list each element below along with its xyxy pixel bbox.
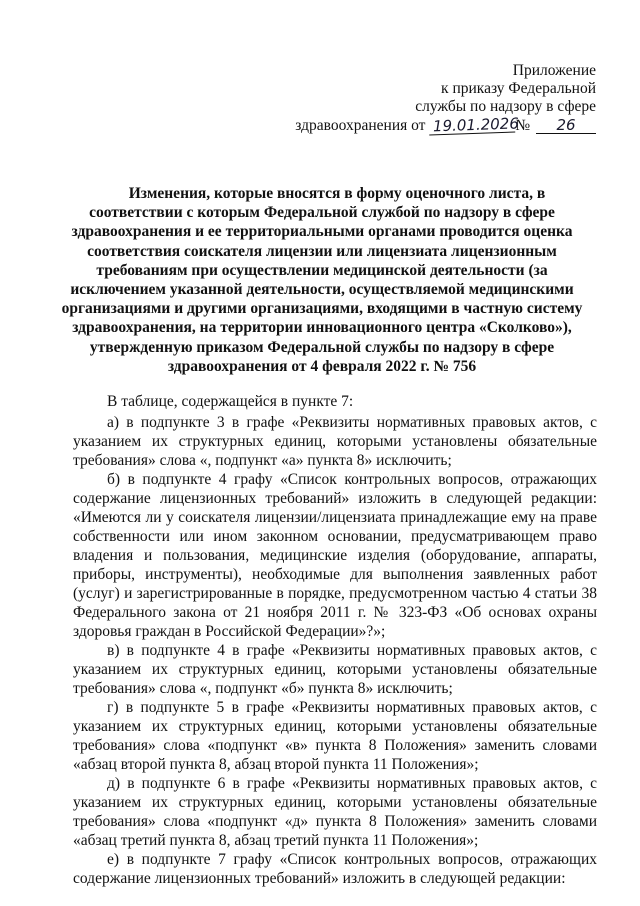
- title-line: требованиям при осуществлении медицинской деятельности (за: [96, 261, 548, 279]
- header-line-1: Приложение: [512, 62, 596, 79]
- handwritten-date: 19.01.2026: [429, 116, 516, 135]
- title-line: здравоохранения и ее территориальными органами проводится оценка: [71, 223, 573, 241]
- body-item-e: е) в подпункте 7 графу «Список контрольных вопросов, отражающих содержание лицензионных требований» изложить в следующей редакции:: [73, 851, 597, 887]
- title-line: утвержденную приказом Федеральной службы по надзору в сфере: [89, 338, 555, 356]
- title-line: здравоохранения от 4 февраля 2022 г. № 756: [167, 357, 477, 375]
- body-item-d: д) в подпункте 6 в графе «Реквизиты нормативных правовых актов, с указанием их структурных единиц, которыми установлены обязательные требования» слова «подпункт «д» пункта 8 Положения» заменить словами «абзац третий пункта 8, абзац третий пункта 11 Положения»;: [73, 775, 597, 849]
- appendix-header: [266, 62, 596, 135]
- header-line-2: к приказу Федеральной: [441, 80, 596, 98]
- title-line: Изменения, которые вносятся в форму оценочного листа, в: [128, 185, 546, 202]
- body-item-g: г) в подпункте 5 в графе «Реквизиты нормативных правовых актов, с указанием их структурных единиц, которыми установлены обязательные требования» слова «подпункт «в» пункта 8 Положения» заменить словами «абзац второй пункта 8, абзац второй пункта 11 Положения»;: [73, 699, 597, 773]
- header-date-line: [295, 113, 596, 135]
- document-title: [48, 184, 596, 376]
- title-line: организациями и другими организациями, входящими в частную систему: [61, 300, 583, 318]
- handwritten-number: 26: [536, 118, 596, 134]
- body-item-b: б) в подпункте 4 графу «Список контрольных вопросов, отражающих содержание лицензионных требований» изложить в следующей редакции: «Имеются ли у соискателя лицензии/лицензиата принадлежащие ему на праве собственности или ином законном основании, предусматривающем право владения и пользования, медицинские изделия (оборудование, аппараты, приборы, инструменты), необходимые для выполнения заявленных работ (услуг) и зарегистрированные в порядке, предусмотренном частью 4 статьи 38 Федерального закона от 21 ноября 2011 г. № 323-ФЗ «Об основах охраны здоровья граждан в Российской Федерации»?»;: [73, 471, 597, 640]
- body-item-a: а) в подпункте 3 в графе «Реквизиты нормативных правовых актов, с указанием их структурных единиц, которыми установлены обязательные требования» слова «, подпункт «а» пункта 8» исключить;: [73, 414, 597, 469]
- title-line: исключением указанной деятельности, осуществляемой медицинскими: [70, 281, 574, 299]
- header-line-4-prefix: здравоохранения от: [295, 116, 426, 134]
- title-line: здравоохранения, на территории инновационного центра «Сколково»),: [72, 319, 572, 337]
- body-intro: В таблице, содержащейся в пункте 7:: [107, 393, 354, 410]
- body-item-v: в) в подпункте 4 в графе «Реквизиты нормативных правовых актов, с указанием их структурных единиц, которыми установлены обязательные требования» слова «, подпункт «б» пункта 8» исключить;: [73, 642, 597, 697]
- title-line: соответствия соискателя лицензии или лицензиата лицензионным: [87, 242, 557, 260]
- title-line: соответствии с которым Федеральной службой по надзору в сфере: [89, 204, 555, 222]
- document-body: [73, 392, 597, 888]
- header-line-3: службы по надзору в сфере: [415, 98, 596, 116]
- number-label: №: [515, 116, 531, 134]
